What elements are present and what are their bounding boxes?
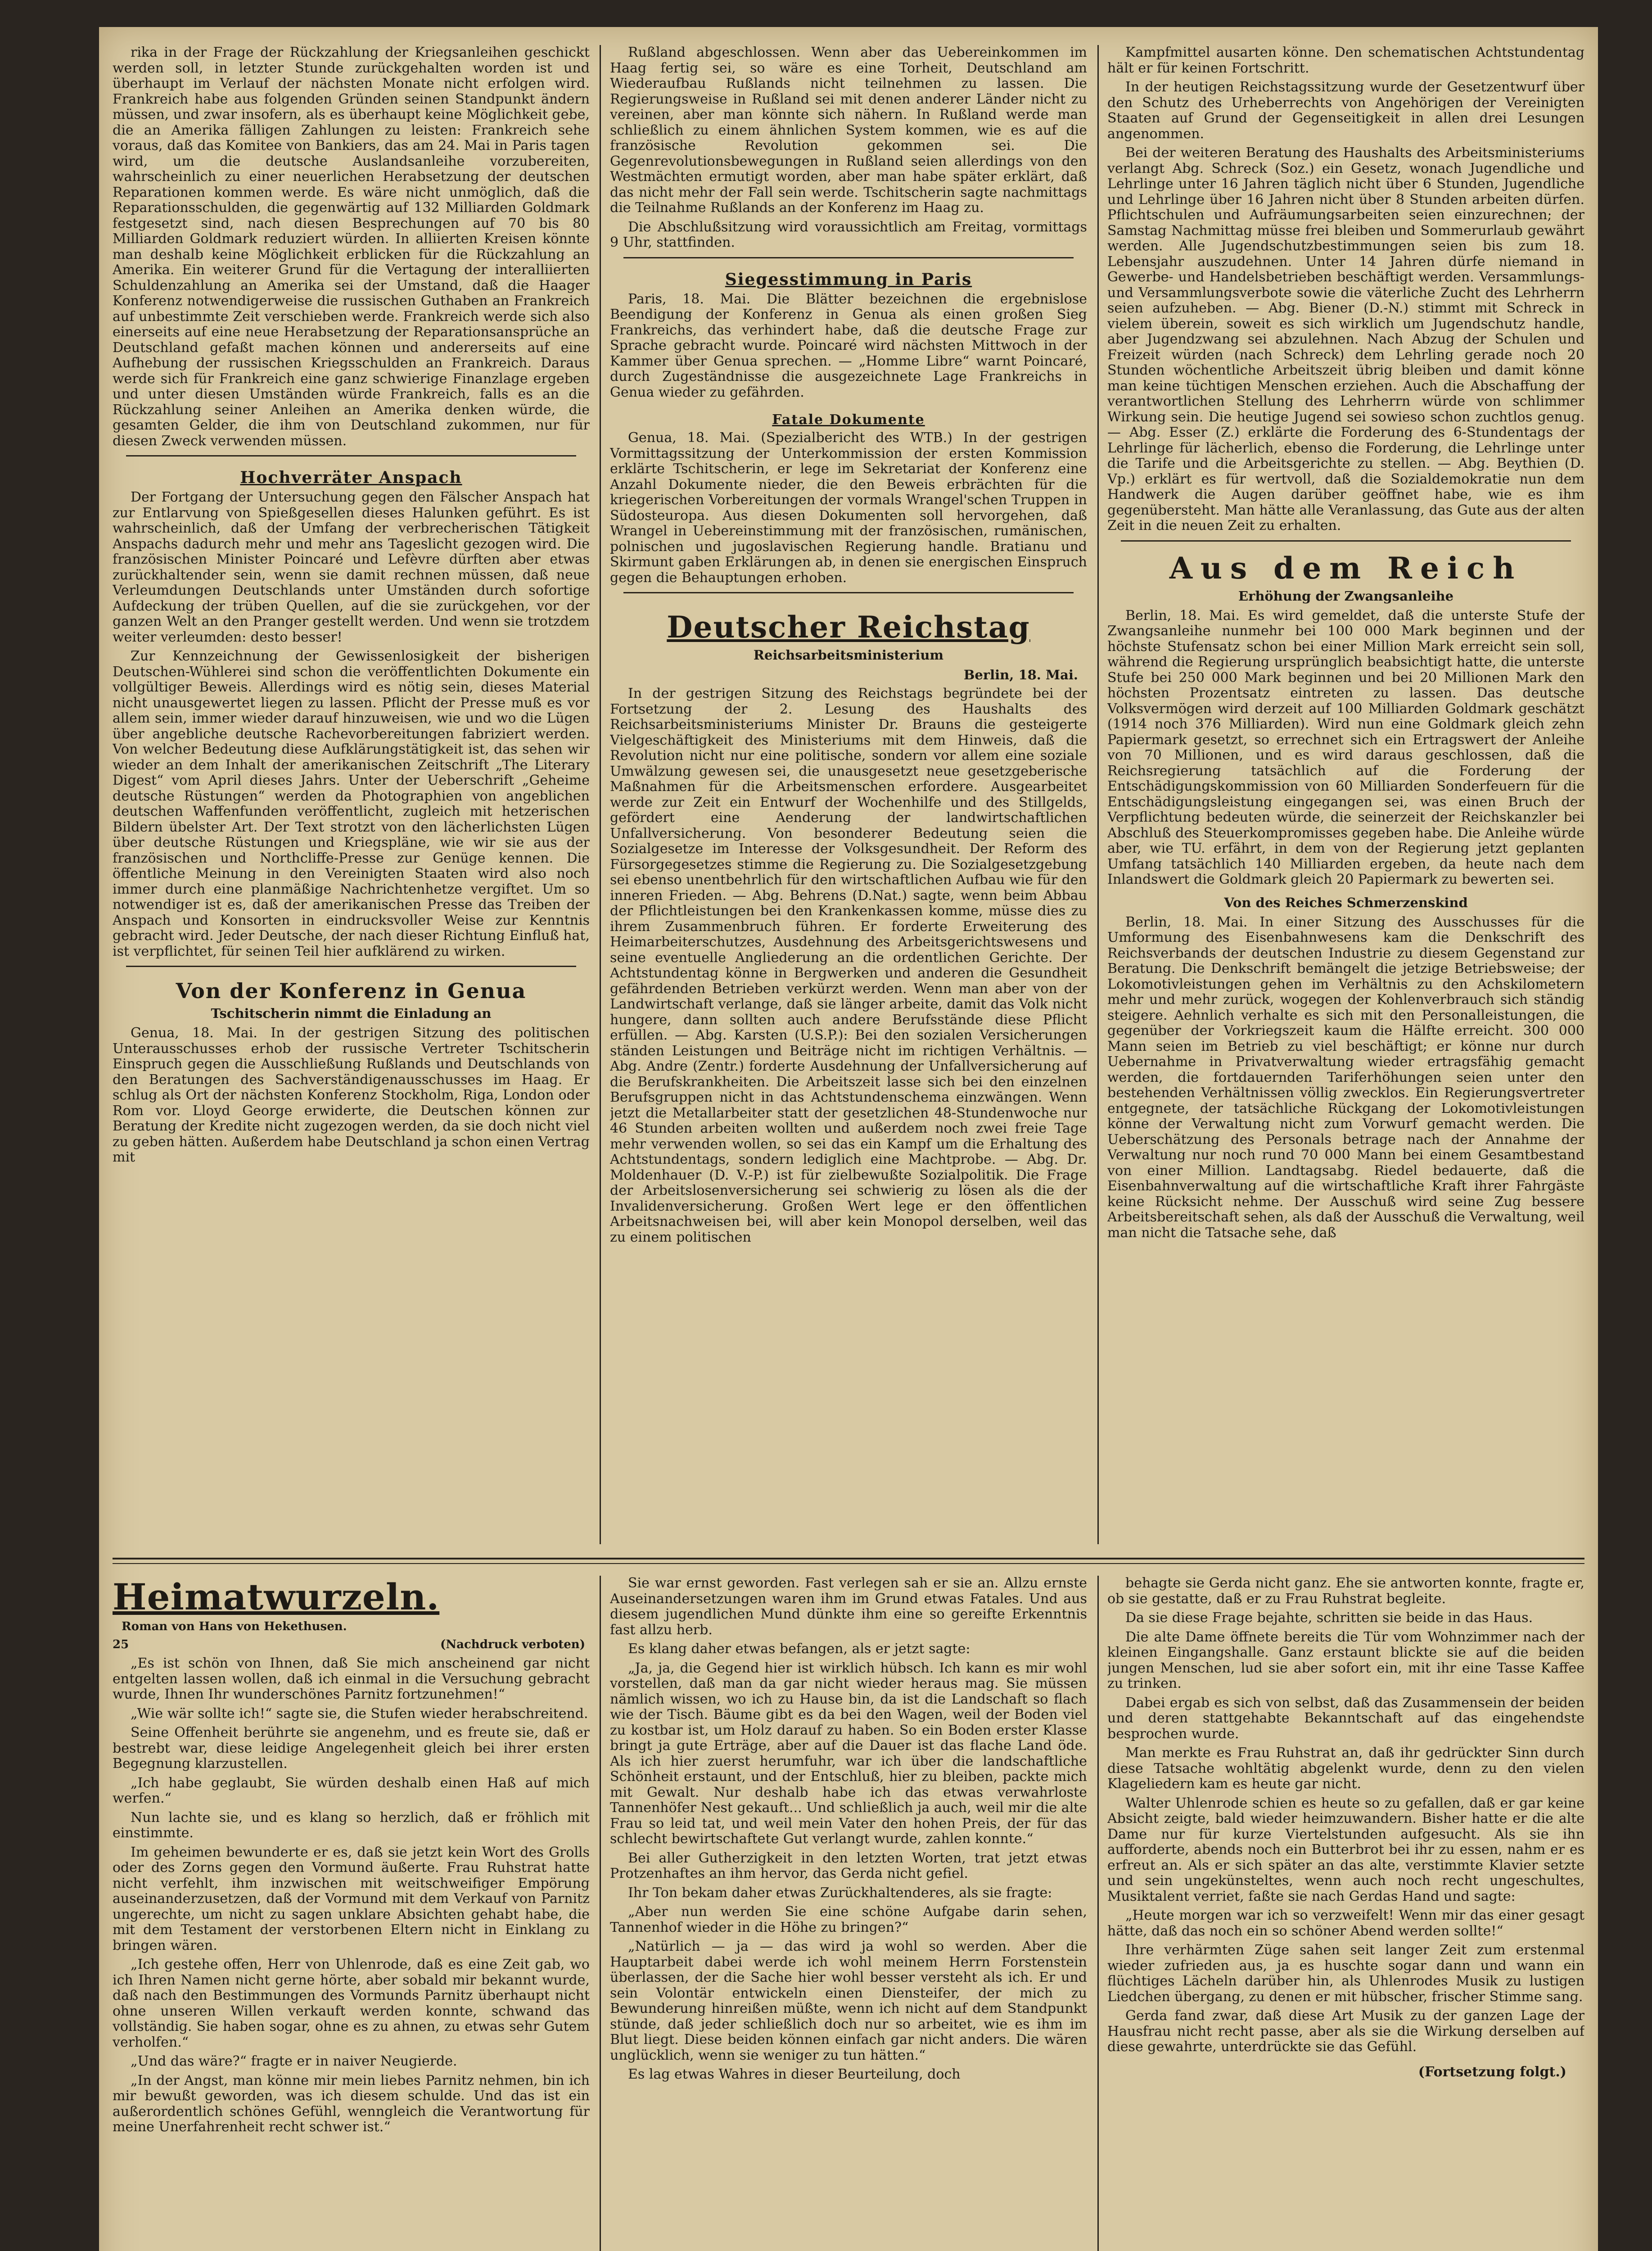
col3-section2-body: [1107, 915, 1584, 1241]
upper-column-2: [610, 45, 1087, 1549]
paragraph: Nun lachte sie, und es klang so herzlich, daß er fröhlich mit einstimmte.: [113, 1809, 590, 1841]
newspaper-page: [99, 27, 1598, 2251]
paragraph: rika in der Frage der Rückzahlung der Kriegsanleihen geschickt werden soll, in letzter Stunde zurückgehalten worden ist und überhaupt im Verlauf der nächsten Monate nicht erfolgen wird. Frankreich habe aus folgenden Gründen seinen Standpunkt ändern müssen, und zwar insofern, als es überhaupt keine Möglichkeit gebe, die an Amerika fälligen Zahlungen zu leisten: Frankreich sehe voraus, daß das Komitee von Bankiers, das am 24. Mai in Paris tagen wird, um die deutsche Auslandsanleihe vorzubereiten, wahrscheinlich zu einer neuerlichen Herabsetzung der deutschen Reparationen kommen werde. Es wäre nicht unmöglich, daß die Reparationsschulden, die gegenwärtig auf 132 Milliarden Goldmark festgesetzt sind, nach diesen Besprechungen auf 70 bis 80 Milliarden Goldmark reduziert würden. In alliierten Kreisen könnte man deshalb keine Möglichkeit erblicken für die Rückzahlung an Amerika. Ein weiterer Grund für die Vertagung der interalliierten Schuldenzahlung an Amerika sei der Umstand, daß die Haager Konferenz notwendigerweise die russischen Guthaben an Frankreich auf unbestimmte Zeit verschieben werde. Frankreich werde sich also einerseits auf eine neue Herabsetzung der Reparationsansprüche an Deutschland gefaßt machen können und andererseits auf eine Aufhebung der russischen Kriegsschulden an Frankreich. Daraus werde sich für Frankreich eine ganz schwierige Finanzlage ergeben und unter diesen Umständen würde Frankreich, falls es an die Rückzahlung seiner Anleihen an Amerika denken würde, die gesamten Gelder, die ihm von Deutschland zukommen, nur für diesen Zweck verwenden müssen.: [113, 45, 590, 449]
serial-col1-body: [113, 1656, 590, 2135]
col3-section1-body: [1107, 608, 1584, 888]
column-rule: [600, 1576, 601, 2251]
section-subheading-reichstag: Reichsarbeitsministerium: [753, 647, 944, 663]
paragraph: Kampfmittel ausarten könne. Den schematischen Achtstundentag hält er für keinen Fortschritt.: [1107, 45, 1584, 76]
serial-subtitle: Roman von Hans von Hekethusen.: [122, 1620, 347, 1633]
serial-title: Heimatwurzeln.: [113, 1576, 440, 1618]
column-rule: [600, 45, 601, 1544]
paragraph: Die alte Dame öffnete bereits die Tür vom Wohnzimmer nach der kleinen Eingangshalle. Ganz erstaunt blickte sie auf die beiden jungen Menschen, lud sie aber sofort ein, mit ihr eine Tasse Kaffee zu trinken.: [1107, 1629, 1584, 1691]
paragraph: Die Abschlußsitzung wird voraussichtlich am Freitag, vormittags 9 Uhr, stattfinden.: [610, 219, 1087, 250]
serial-col2-body: [610, 1576, 1087, 2083]
paragraph: In der gestrigen Sitzung des Reichstags begründete bei der Fortsetzung der 2. Lesung des Haushalts des Reichsarbeitsministeriums Minister Dr. Brauns die gesteigerte Vielgeschäftigkeit des Ministeriums mit dem Hinweis, daß die Revolution nicht nur eine politische, sondern vor allem eine soziale Umwälzung gewesen sei, die unausgesetzt neue gesetzgeberische Maßnahmen für die Arbeitsmenschen erfordere. Ausgearbeitet werde zur Zeit ein Entwurf der Wochenhilfe und des Stillgelds, gefördert eine Aenderung der landwirtschaftlichen Unfallversicherung. Von besonderer Bedeutung seien die Sozialgesetze im Interesse der Volksgesundheit. Der Reform des Fürsorgegesetzes stimme die Regierung zu. Die Sozialgesetzgebung sei ebenso unentbehrlich für den wirtschaftlichen Aufbau wie für den inneren Frieden. — Abg. Behrens (D.Nat.) sagte, wenn beim Abbau der Pflichtleistungen bei den Krankenkassen komme, müsse dies zu ihrem Zusammenbruch führen. Er forderte Erweiterung des Heimarbeiterschutzes, Ausdehnung des Arbeitsgerichtswesens und seine eventuelle Angliederung an die ordentlichen Gerichte. Der Achtstundentag könne in Bergwerken und anderen die Gesundheit gefährdenden Betrieben verkürzt werden. Wenn man aber von der Landwirtschaft verlange, daß sie länger arbeite, damit das Volk nicht hungere, dann sollten auch andere Berufsstände diese Pflicht erfüllen. — Abg. Karsten (U.S.P.): Bei den sozialen Versicherungen ständen Leistungen und Beiträge nicht im richtigen Verhältnis. — Abg. Andre (Zentr.) forderte Ausdehnung der Unfallversicherung auf die Berufskrankheiten. Die Arbeitszeit lasse sich bei den einzelnen Berufsgruppen nicht in das Achtstundenschema einzwängen. Wenn jetzt die Metallarbeiter statt der gesetzlichen 48-Stundenwoche nur 46 Stunden arbeiten wollten und außerdem noch zwei freie Tage mehr verwenden wollen, so sei das ein Kampf um die Erhaltung des Achtstundentags, sondern lediglich eine Machtprobe. — Abg. Dr. Moldenhauer (D. V.-P.) ist für zielbewußte Sozialpolitik. Die Frage der Arbeitslosenversicherung sei schwierig zu lösen als die der Invalidenversicherung. Großen Wert lege er den öffentlichen Arbeitsnachweisen bei, will aber kein Monopol derselben, weil das zu einem politischen: [610, 686, 1087, 1245]
paragraph: Seine Offenheit berührte sie angenehm, und es freute sie, daß er bestrebt war, diese leidige Angelegenheit gleich bei ihrer ersten Begegnung klarzustellen.: [113, 1725, 590, 1772]
section-subheading-genua: Tschitscherin nimmt die Einladung an: [211, 1006, 492, 1021]
paragraph: behagte sie Gerda nicht ganz. Ehe sie antworten konnte, fragte er, ob sie gestatte, daß er zu Frau Ruhstrat begleite.: [1107, 1576, 1584, 1607]
paragraph: Der Fortgang der Untersuchung gegen den Fälscher Anspach hat zur Entlarvung von Spießgesellen dieses Halunken geführt. Es ist wahrscheinlich, daß der Umfang der verbrecherischen Tätigkeit Anspachs dadurch mehr und mehr ans Tageslicht gezogen wird. Die französischen Minister Poincaré und Lefèvre dürften aber etwas zurückhaltender sein, wenn sie damit rechnen müssen, daß neue Verleumdungen Deutschlands unter Umständen durch sofortige Aufdeckung der trüben Quellen, auf die sie zurückgehen, vor der ganzen Welt an den Pranger gestellt werden. Und wenn sie trotzdem weiter verleumden: desto besser!: [113, 489, 590, 645]
paragraph: „In der Angst, man könne mir mein liebes Parnitz nehmen, bin ich mir bewußt geworden, was ich diesem schulde. Und das ist ein außerordentlich schönes Gefühl, wenngleich die Verantwortung für meine Unerfahrenheit recht schwer ist.“: [113, 2072, 590, 2135]
paragraph: Dabei ergab es sich von selbst, daß das Zusammensein der beiden und deren stattgehabte Bekanntschaft auf das eingehendste besprochen wurde.: [1107, 1695, 1584, 1742]
paragraph: „Ich gestehe offen, Herr von Uhlenrode, daß es eine Zeit gab, wo ich Ihren Namen nicht gerne hörte, aber sobald mir bekannt wurde, daß nach den Bestimmungen des Vormunds Parnitz überhaupt nicht ohne unseren Willen verkauft werden konnte, schwand das vollständig. Sie haben sogar, ohne es zu ahnen, zu etwas sehr Gutem verholfen.“: [113, 1957, 590, 2050]
serial-column-3: [1107, 1576, 1584, 2251]
paragraph: Genua, 18. Mai. (Spezialbericht des WTB.) In der gestrigen Vormittagssitzung der Unterkommission der ersten Kommission erklärte Tschitscherin, er lege im Sekretariat der Konferenz eine Anzahl Dokumente nieder, die den Beweis erbrächten für die kriegerischen Vorbereitungen der vormals Wrangel'schen Truppen in Südosteuropa. Aus diesen Dokumenten soll hervorgehen, daß Wrangel in Uebereinstimmung mit der französischen, rumänischen, polnischen und jugoslavischen Regierung handle. Bratianu und Skirmunt gaben Erklärungen ab, in denen sie energischen Einspruch gegen die Behauptungen erhoben.: [610, 430, 1087, 586]
section-heading-reich: Aus dem Reich: [1169, 550, 1523, 586]
paragraph: Gerda fand zwar, daß diese Art Musik zu der ganzen Lage der Hausfrau nicht recht passe, aber als sie die Wirkung derselben auf diese gewahrte, unterdrückte sie das Gefühl.: [1107, 2008, 1584, 2055]
serial-top-rule: [113, 1558, 1584, 1559]
serial-col3-body: [1107, 1576, 1584, 2055]
continuation-note: (Fortsetzung folgt.): [1418, 2064, 1566, 2080]
col1-section2-body: [113, 1026, 590, 1166]
divider: [126, 455, 576, 457]
paragraph: „Heute morgen war ich so verzweifelt! Wenn mir das einer gesagt hätte, daß das noch ein so schöner Abend werden sollte!“: [1107, 1907, 1584, 1939]
paragraph: Walter Uhlenrode schien es heute so zu gefallen, daß er gar keine Absicht zeigte, bald wieder heimzuwandern. Bisher hatte er die alte Dame nur für kurze Viertelstunden aufgesucht. Als sie ihn aufforderte, abends noch ein Butterbrot bei ihr zu essen, nahm er es erfreut an. Als er sich später an das alte, verstimmte Klavier setzte und sein ungekünsteltes, wenn auch noch recht ungeschultes, Musiktalent verriet, faßte sie nach Gerdas Hand und sagte:: [1107, 1795, 1584, 1904]
paragraph: Berlin, 18. Mai. In einer Sitzung des Ausschusses für die Umformung des Eisenbahnwesens kam die Denkschrift des Reichsverbands der deutschen Industrie zu diesem Gegenstand zur Beratung. Die Denkschrift bemängelt die jetzige Betriebsweise; der Lokomotivleistungen gehen im Verhältnis zu den Achskilometern mehr und mehr zurück, wogegen der Kohlenverbrauch sich ständig steigere. Aehnlich verhalte es sich mit den Personalleistungen, die gegenüber der Vorkriegszeit kaum die Hälfte erreicht. 300 000 Mann seien im Betrieb zu viel beschäftigt; er könne nur durch Uebernahme in Privatverwaltung wieder ertragsfähig gemacht werden, die fortdauernden Tariferhöhungen seien unter den bestehenden Verhältnissen völlig zwecklos. Ein Regierungsvertreter entgegnete, der tatsächliche Rückgang der Lokomotivleistungen könne der Verwaltung nicht zum Vorwurf gemacht werden. Die Ueberschätzung des Personals betrage nach der Annahme der Verwaltung nur noch rund 70 000 Mann bei einem Gesamtbestand von einer Million. Landtagsabg. Riedel bedauerte, daß die Eisenbahnverwaltung auf die wirtschaftliche Kraft ihrer Fahrgäste keine Rücksicht nehme. Der Ausschuß wird seine Zug bessere Arbeitsbereitschaft sehen, als daß der Ausschuß die Verwaltung, weil man nicht die Tatsache sehe, daß: [1107, 914, 1584, 1241]
paragraph: In der heutigen Reichstagssitzung wurde der Gesetzentwurf über den Schutz des Urheberrechts von Angehörigen der Vereinigten Staaten auf Grund der Gegenseitigkeit in allen drei Lesungen angenommen.: [1107, 79, 1584, 142]
paragraph: Rußland abgeschlossen. Wenn aber das Uebereinkommen im Haag fertig sei, so wäre es eine Torheit, Deutschland am Wiederaufbau Rußlands nicht teilnehmen zu lassen. Die Regierungsweise in Rußland sei mit denen anderer Länder nicht zu vereinen, aber man könnte sich nähern. In Rußland werde man schließlich zu einem ähnlichen System kommen, wie es auf die französische Revolution gekommen sei. Die Gegenrevolutionsbewegungen in Rußland seien allerdings von den Westmächten ermutigt worden, aber man habe später erklärt, daß das nicht mehr der Fall sein werde. Tschitscherin sagte nachmittags die Teilnahme Rußlands an der Konferenz im Haag zu.: [610, 45, 1087, 216]
paragraph: Da sie diese Frage bejahte, schritten sie beide in das Haus.: [1125, 1610, 1533, 1626]
paragraph: Genua, 18. Mai. In der gestrigen Sitzung des politischen Unterausschusses erhob der russische Vertreter Tschitscherin Einspruch gegen die Ausschließung Rußlands und Deutschlands von den Beratungen des Sachverständigenausschusses im Haag. Er schlug als Ort der nächsten Konferenz Stockholm, Riga, London oder Rom vor. Lloyd George erwiderte, die Deutschen können zur Beratung der Kredite nicht zugezogen werden, da sie doch nicht viel zu geben hätten. Außerdem habe Deutschland ja schon einen Vertrag mit: [113, 1025, 590, 1165]
paragraph: Bei der weiteren Beratung des Haushalts des Arbeitsministeriums verlangt Abg. Schreck (Soz.) ein Gesetz, wonach Jugendliche und Lehrlinge unter 16 Jahren täglich nicht über 6 Stunden, Jugendliche und Lehrlinge über 16 Jahren nicht über 8 Stunden arbeiten dürfen. Pflichtschulen und Aufräumungsarbeiten seien einzurechnen; der Samstag Nachmittag müsse frei bleiben und Sommerurlaub gewährt werden. Alle Jugendschutzbestimmungen seien bis zum 18. Lebensjahr auszudehnen. Unter 14 Jahren dürfe niemand in Gewerbe- und Handelsbetrieben beschäftigt werden. Versammlungs- und Versammlungsverbote sowie die väterliche Zucht des Lehrherrn seien aufzuheben. — Abg. Biener (D.-N.) stimmt mit Schreck in vielem überein, soweit es sich wirklich um Jugendschutz handle, aber Jugendzwang sei abzulehnen. Nach Abzug der Schulen und Freizeit würden (nach Schreck) dem Lehrling gerade noch 20 Stunden wöchentliche Arbeitszeit übrig bleiben und damit könne man keine tüchtigen Menschen erziehen. Auch die Abschaffung der verantwortlichen Stellung des Lehrherrn würde von schlimmer Wirkung sein. Die heutige Jugend sei sowieso schon zuchtlos genug. — Abg. Esser (Z.) erklärte die Forderung des 6-Stundentags der Lehrlinge für lächerlich, ebenso die Forderung, die Lehrlinge unter die Tarife und die Arbeitsgerichte zu stellen. — Abg. Beythien (D. Vp.) erklärt es für wertvoll, daß die Sozialdemokratie nun dem Handwerk die Augen darüber geöffnet habe, wie es ihm gegenübersteht. Man hätte alle Veranlassung, das Gute aus der alten Zeit in die neuen Zeit zu erhalten.: [1107, 145, 1584, 533]
section-heading-reichstag: Deutscher Reichstag: [667, 610, 1030, 645]
paragraph: „Ja, ja, die Gegend hier ist wirklich hübsch. Ich kann es mir wohl vorstellen, daß man da gar nicht wieder heraus mag. Sie müssen nämlich wissen, wo ich zu Hause bin, da ist die Landschaft so flach wie der Tisch. Bäume gibt es da bei den Wagen, weil der Boden viel zu kostbar ist, um Holz darauf zu haben. So ein Boden erster Klasse bringt ja gute Erträge, aber auf die Dauer ist das flache Land öde. Als ich hier zuerst herumfuhr, war ich über die landschaftliche Schönheit erstaunt, und der Entschluß, hier zu bleiben, packte mich mit Gewalt. Nur deshalb habe ich das etwas verwahrloste Tannenhöfer Nest gekauft... Und schließlich ja auch, weil mir die alte Frau so leid tat, und weil mein Vater den hohen Preis, der für das schlecht bewirtschaftete Gut verlangt wurde, zahlen konnte.“: [610, 1660, 1087, 1847]
serial-column-1: [113, 1576, 590, 2251]
col2-intro: [610, 45, 1087, 251]
serial-top-rule-2: [113, 1563, 1584, 1564]
paragraph: Es lag etwas Wahres in dieser Beurteilung, doch: [628, 2066, 961, 2082]
reprint-notice: (Nachdruck verboten): [440, 1638, 585, 1651]
serial-number: 25: [113, 1638, 129, 1651]
section-heading-dokumente: Fatale Dokumente: [772, 412, 925, 428]
dateline: Berlin, 18. Mai.: [963, 667, 1078, 683]
section-heading-paris: Siegesstimmung in Paris: [725, 270, 972, 289]
section-heading-anspach: Hochverräter Anspach: [240, 468, 462, 487]
paragraph: Paris, 18. Mai. Die Blätter bezeichnen die ergebnislose Beendigung der Konferenz in Genua als einen großen Sieg Frankreichs, das verhindert habe, daß die deutsche Frage zur Sprache gebracht wurde. Poincaré wird nächsten Mittwoch in der Kammer über Genua sprechen. — „Homme Libre“ warnt Poincaré, durch Zugeständnisse die ausgezeichnete Lage Frankreichs in Genua wieder zu gefährden.: [610, 291, 1087, 400]
paragraph: „Natürlich — ja — das wird ja wohl so werden. Aber die Hauptarbeit dabei werde ich wohl meinem Herrn Forstenstein überlassen, der die Sache hier wohl besser versteht als ich. Er und sein Volontär entwickeln einen Diensteifer, der mich zu Bewunderung hinreißen müßte, wenn ich nicht auf dem Standpunkt stünde, daß jeder schließlich doch nur so arbeitet, wie es ihm im Blut liegt. Diese beiden können einfach gar nicht anders. Die wären unglücklich, wenn sie weniger zu tun hätten.“: [610, 1939, 1087, 2063]
column-rule: [1097, 1576, 1099, 2251]
col2-section3-body: [610, 686, 1087, 1245]
upper-column-3: [1107, 45, 1584, 1549]
col3-intro: [1107, 45, 1584, 534]
col1-section1-body: [113, 490, 590, 959]
col2-section2-body: [610, 430, 1087, 586]
col1-intro: [113, 45, 590, 449]
paragraph: Berlin, 18. Mai. Es wird gemeldet, daß die unterste Stufe der Zwangsanleihe nunmehr bei 100 000 Mark beginnen und der höchste Stufensatz schon bei einer Million Mark erreicht sein soll, während die Regierung ursprünglich beabsichtigt hatte, die unterste Stufe bei 250 000 Mark beginnen und bei 20 Millionen Mark den höchsten Prozentsatz eintreten zu lassen. Das deutsche Volksvermögen wird derzeit auf 100 Milliarden Goldmark geschätzt (1914 noch 376 Milliarden). Wird nun eine Goldmark gleich zehn Papiermark gesetzt, so errechnet sich ein Ertragswert der Anleihe von 70 Millionen, und es wird daraus geschlossen, daß die Reichsregierung tatsächlich auf die Forderung der Entschädigungskommission von 60 Milliarden Sonderfeuern für die Entschädigungsleistung eingegangen sei, was einen Bruch der Verpflichtung bedeuten würde, die seinerzeit der Reichskanzler bei Abschluß des Steuerkompromisses gegeben habe. Die Anleihe würde aber, wie TU. erfährt, in dem von der Regierung jetzt geplanten Umfang tatsächlich 140 Milliarden ergeben, da heute nach dem Inlandswert die Goldmark gleich 20 Papiermark zu bewerten sei.: [1107, 607, 1584, 887]
upper-column-1: [113, 45, 590, 1549]
paragraph: Im geheimen bewunderte er es, daß sie jetzt kein Wort des Grolls oder des Zorns gegen den Vormund äußerte. Frau Ruhstrat hatte nicht verfehlt, ihm inzwischen mit weitschweifiger Empörung auseinanderzusetzen, daß der Vormund mit dem Verkauf von Parnitz ungerechte, um nicht zu sagen unklare Absichten gehabt habe, die mit dem Testament der verstorbenen Eltern nicht in Einklang zu bringen wären.: [113, 1844, 590, 1953]
divider: [1121, 540, 1571, 542]
serial-column-2: [610, 1576, 1087, 2251]
paragraph: Bei aller Gutherzigkeit in den letzten Worten, trat jetzt etwas Protzenhaftes an ihm hervor, das Gerda nicht gefiel.: [610, 1850, 1087, 1881]
paragraph: Ihr Ton bekam daher etwas Zurückhaltenderes, als sie fragte:: [628, 1885, 1052, 1901]
divider: [623, 592, 1074, 593]
paragraph: Sie war ernst geworden. Fast verlegen sah er sie an. Allzu ernste Auseinandersetzungen waren ihm im Grund etwas Fatales. Und aus diesem jugendlichen Mund dünkte ihm eine so gereifte Erkenntnis fast allzu herb.: [610, 1576, 1087, 1638]
section-subheading-zwangsanleihe: Erhöhung der Zwangsanleihe: [1238, 588, 1454, 604]
column-rule: [1097, 45, 1099, 1544]
paragraph: „Ich habe geglaubt, Sie würden deshalb einen Haß auf mich werfen.“: [113, 1775, 590, 1806]
paragraph: „Und das wäre?“ fragte er in naiver Neugierde.: [131, 2053, 457, 2069]
paragraph: „Es ist schön von Ihnen, daß Sie mich anscheinend gar nicht entgelten lassen wollen, daß ich einmal in die Versuchung gebracht wurde, Ihnen Ihr wunderschönes Parnitz fortzunehmen!“: [113, 1655, 590, 1702]
paragraph: Zur Kennzeichnung der Gewissenlosigkeit der bisherigen Deutschen-Wühlerei sind schon die veröffentlichten Dokumente ein vollgültiger Beweis. Allerdings wird es nötig sein, dieses Material nicht unausgewertet liegen zu lassen. Pflicht der Presse muß es vor allem sein, immer wieder darauf hinzuweisen, wie und wo die Lügen über angebliche deutsche Rachevorbereitungen fabriziert werden. Von welcher Bedeutung diese Aufklärungstätigkeit ist, das sehen wir wieder an dem Inhalt der amerikanischen Zeitschrift „The Literary Digest“ vom April dieses Jahrs. Unter der Ueberschrift „Geheime deutsche Rüstungen“ werden da Photographien von angeblichen deutschen Waffenfunden veröffentlicht, zugleich mit hetzerischen Bildern übelster Art. Der Text strotzt von den lächerlichsten Lügen über deutsche Rüstungen und Kriegspläne, wie wir sie aus der französischen und Northcliffe-Presse zur Genüge kennen. Die öffentliche Meinung in den Vereinigten Staaten wird also noch immer durch eine planmäßige Nachrichtenhetze vergiftet. Um so notwendiger ist es, daß der amerikanischen Presse das Treiben der Anspach und Konsorten in eindrucksvoller Weise zur Kenntnis gebracht wird. Jeder Deutsche, der nach dieser Richtung Einfluß hat, ist verpflichtet, für seinen Teil hier aufklärend zu wirken.: [113, 648, 590, 959]
paragraph: Es klang daher etwas befangen, als er jetzt sagte:: [628, 1641, 970, 1657]
section-heading-genua: Von der Konferenz in Genua: [176, 979, 527, 1003]
paragraph: „Aber nun werden Sie eine schöne Aufgabe darin sehen, Tannenhof wieder in die Höhe zu bringen?“: [610, 1904, 1087, 1935]
paragraph: Ihre verhärmten Züge sahen seit langer Zeit zum erstenmal wieder zufrieden aus, ja es huschte sogar dann und wann ein flüchtiges Lächeln darüber hin, als Uhlenrodes Musik zu lustigen Liedchen übergang, zu denen er mit hübscher, frischer Stimme sang.: [1107, 1942, 1584, 2005]
section-heading-schmerzenskind: Von des Reiches Schmerzenskind: [1224, 895, 1468, 910]
serial-meta: [113, 1638, 585, 1651]
divider: [126, 966, 576, 967]
paragraph: Man merkte es Frau Ruhstrat an, daß ihr gedrückter Sinn durch diese Tatsache wohltätig abgelenkt wurde, denn zu den vielen Klageliedern kam es heute gar nicht.: [1107, 1745, 1584, 1792]
paragraph: „Wie wär sollte ich!“ sagte sie, die Stufen wieder herabschreitend.: [131, 1705, 588, 1722]
divider: [623, 257, 1074, 258]
col2-section1-body: [610, 292, 1087, 401]
